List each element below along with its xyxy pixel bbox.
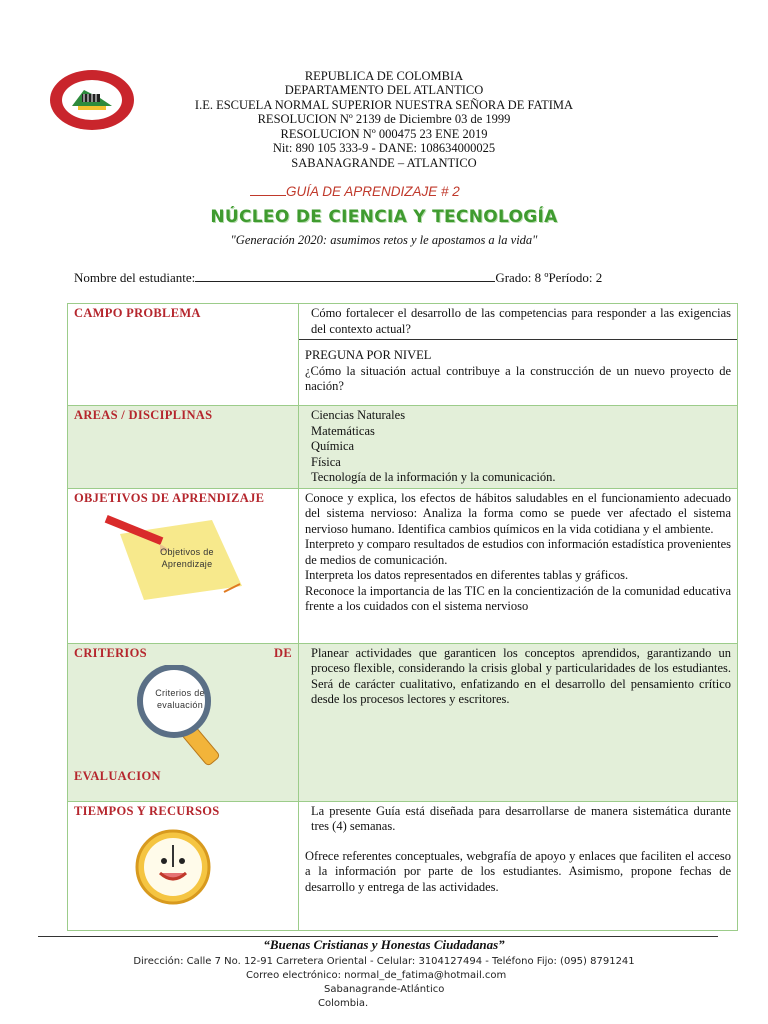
row-tiempos: [68, 801, 738, 930]
criterios-label: [74, 646, 292, 662]
criterios-content: [299, 643, 738, 801]
header-line-2: DEPARTAMENTO DEL ATLANTICO: [284, 83, 484, 97]
objetivos-image-text: Objetivos de Aprendizaje: [160, 547, 214, 569]
criterios-label-b: DE: [274, 645, 292, 660]
objetivo-item: Interpreta los datos representados en diferentes tablas y gráficos.: [305, 568, 629, 582]
pregunta-label: PREGUNA POR NIVEL: [305, 348, 432, 362]
tiempos-label: TIEMPOS Y RECURSOS: [74, 803, 220, 818]
footer-slogan: “Buenas Cristianas y Honestas Ciudadanas”: [263, 937, 505, 952]
tiempos-text-1: La presente Guía está diseñada para desarrollarse de manera sistemática durante tres (4) semanas.: [311, 803, 731, 833]
objetivos-image: [74, 506, 292, 616]
tiempos-text-2: Ofrece referentes conceptuales, webgrafía de apoyo y enlaces que faciliten el acceso a la información por parte de los estudiantes. Asimismo, propone fechas de desarrollo y entrega de las actividades.: [305, 848, 731, 894]
title-underline: [250, 185, 286, 196]
header-line-6: Nit: 890 105 333-9 - DANE: 108634000025: [272, 141, 496, 155]
objetivos-content: [299, 488, 738, 643]
criterios-label-a: CRITERIOS: [74, 645, 147, 660]
header-line-4: RESOLUCION Nº 2139 de Diciembre 03 de 1999: [257, 112, 511, 126]
header-line-1: REPUBLICA DE COLOMBIA: [304, 69, 464, 83]
row-areas: [68, 406, 738, 489]
tiempos-content: [299, 801, 738, 930]
student-line: [74, 270, 602, 286]
campo-label: CAMPO PROBLEMA: [68, 304, 299, 406]
campo-divider: [299, 339, 737, 340]
areas-label: AREAS / DISCIPLINAS: [68, 406, 299, 489]
header-line-5: RESOLUCION Nº 000475 23 ENE 2019: [280, 127, 488, 141]
objetivo-item: Reconoce la importancia de las TIC en la concientización de la comunidad educativa frente a los cuidados con el sistema nervioso: [305, 583, 731, 613]
objetivos-label: OBJETIVOS DE APRENDIZAJE: [74, 490, 265, 505]
area-item: Ciencias Naturales: [311, 408, 406, 422]
objetivo-item: Conoce y explica, los efectos de hábitos saludables en el funcionamiento adecuado del sistema nervioso: Analiza la forma como se puede ver afectado el sistema nervioso humano. Identifica cambios químicos en la vida cotidiana y el ambiente.: [305, 490, 731, 536]
criterios-text: Planear actividades que garanticen los conceptos aprendidos, garantizando un proceso flexible, considerando la crisis global y particularidades de los estudiantes. Será de carácter cualitativo, enfatizando en el desarrollo del pensamiento crítico desde los procesos lectores y escritores.: [311, 645, 731, 706]
area-item: Matemáticas: [311, 423, 375, 438]
header-line-7: SABANAGRANDE – ATLANTICO: [291, 156, 477, 170]
pregunta-text: ¿Cómo la situación actual contribuye a la construcción de un nuevo proyecto de nación?: [305, 363, 731, 393]
area-item: Química: [311, 439, 355, 453]
row-objetivos: [68, 488, 738, 643]
guide-title-text: GUÍA DE APRENDIZAJE # 2: [286, 184, 460, 199]
magnifier-image: [74, 661, 292, 769]
footer-address: Dirección: Calle 7 No. 12-91 Carretera Oriental - Celular: 3104127494 - Teléfono Fijo: (095) 8791241: [133, 956, 635, 967]
footer-city: Sabanagrande-Atlántico: [324, 984, 445, 995]
footer-email: Correo electrónico: normal_de_fatima@hotmail.com: [246, 970, 507, 981]
magnifier-image-text: Criterios de evaluación: [155, 688, 205, 710]
guide-table: [67, 303, 738, 931]
clock-image: [74, 819, 292, 919]
criterios-cell: [68, 643, 299, 801]
objetivos-cell: [68, 488, 299, 643]
student-name-blank[interactable]: [195, 270, 495, 282]
footer-country: Colombia.: [318, 998, 369, 1009]
criterios-label-c: EVALUACION: [74, 769, 161, 783]
campo-content: [299, 304, 738, 406]
motto: "Generación 2020: asumimos retos y le apostamos a la vida": [230, 233, 538, 247]
header-line-3: I.E. ESCUELA NORMAL SUPERIOR NUESTRA SEÑORA DE FATIMA: [194, 98, 574, 112]
campo-text: Cómo fortalecer el desarrollo de las competencias para responder a las exigencias del contexto actual?: [311, 306, 731, 336]
nucleo-title: NÚCLEO DE CIENCIA Y TECNOLOGÍA: [210, 207, 558, 227]
tiempos-cell: [68, 801, 299, 930]
objetivo-item: Interpreto y comparo resultados de estudios con información estadística provenientes de medios de comunicación.: [305, 537, 731, 567]
guide-title: [250, 184, 460, 199]
row-campo-problema: [68, 304, 738, 406]
row-criterios: [68, 643, 738, 801]
area-item: Física: [311, 454, 341, 469]
area-item: Tecnología de la información y la comunicación.: [311, 470, 556, 484]
areas-content: [299, 406, 738, 489]
grado-label: Grado: 8 ºPeríodo: 2: [495, 270, 603, 285]
student-name-label: Nombre del estudiante:: [74, 270, 196, 285]
